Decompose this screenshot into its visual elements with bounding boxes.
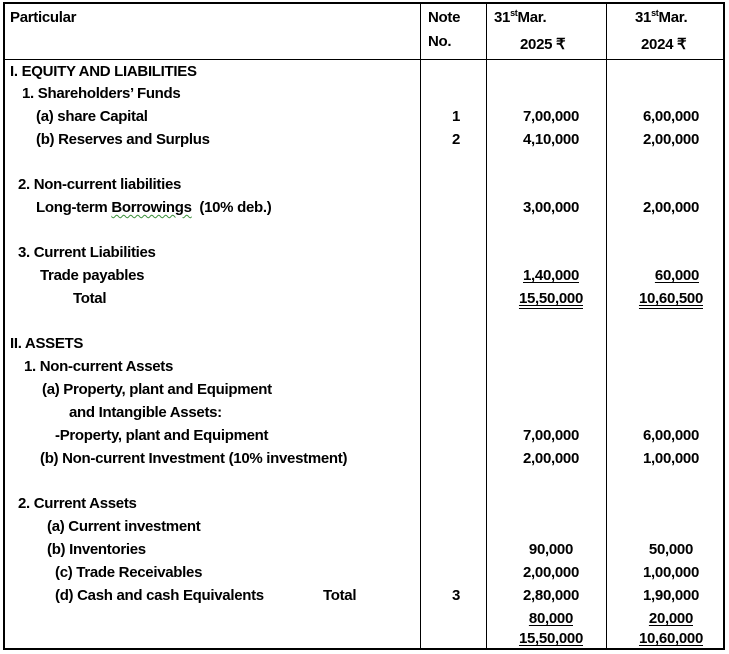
- row-value-2024: 2,00,000: [643, 199, 699, 216]
- row-value-2024: 2,00,000: [643, 131, 699, 148]
- row-value-2025: 90,000: [528, 541, 573, 558]
- column-divider: [420, 4, 421, 648]
- row-label-part: (10% deb.): [191, 199, 272, 216]
- header-divider: [5, 59, 723, 60]
- row-label: -Property, plant and Equipment: [55, 427, 269, 444]
- header-note-line1: Note: [428, 9, 461, 26]
- header-2024-day: 31: [635, 9, 652, 26]
- row-note: 2: [452, 131, 461, 148]
- row-note: 3: [452, 587, 461, 604]
- row-value-2025: 4,10,000: [523, 131, 579, 148]
- header-2024-month: Mar.: [658, 9, 688, 26]
- row-value-2024: 50,000: [648, 541, 693, 558]
- row-label: (b) Reserves and Surplus: [36, 131, 210, 148]
- row-label: (a) share Capital: [36, 108, 148, 125]
- column-divider: [606, 4, 607, 648]
- total-value-2025: 15,50,000: [518, 290, 583, 307]
- row-value-2024: 20,000: [648, 610, 693, 627]
- row-label: and Intangible Assets:: [69, 404, 222, 421]
- row-label: (b) Inventories: [47, 541, 146, 558]
- row-label: [36, 199, 271, 217]
- header-2025-sup: st: [510, 8, 518, 18]
- row-label-part: Long-term: [36, 199, 112, 216]
- balance-sheet-table: [3, 2, 725, 650]
- header-2025-month: Mar.: [517, 9, 547, 26]
- total-value-2024: 10,60,000: [638, 630, 703, 647]
- header-particular: Particular: [10, 9, 77, 26]
- section-heading: I. EQUITY AND LIABILITIES: [10, 63, 197, 80]
- header-2024-year: 2024 ₹: [641, 36, 687, 53]
- row-label: (b) Non-current Investment (10% investment): [40, 450, 348, 467]
- row-label: Trade payables: [40, 267, 145, 284]
- total-label: Total: [73, 290, 107, 307]
- row-value-2024: 6,00,000: [643, 427, 699, 444]
- total-label: Total: [323, 587, 357, 604]
- row-label: (a) Property, plant and Equipment: [42, 381, 272, 398]
- header-2025-year: 2025 ₹: [520, 36, 566, 53]
- subsection-heading: 2. Non-current liabilities: [18, 176, 182, 193]
- row-label: (d) Cash and cash Equivalents: [55, 587, 264, 604]
- subsection-heading: 2. Current Assets: [18, 495, 137, 512]
- subsection-heading: 1. Non-current Assets: [24, 358, 174, 375]
- header-note-line2: No.: [428, 33, 452, 50]
- column-divider: [486, 4, 487, 648]
- total-value-2024: 10,60,500: [638, 290, 703, 307]
- row-value-2024: 1,90,000: [643, 587, 699, 604]
- row-value-2025: 7,00,000: [523, 108, 579, 125]
- header-2024-sup: st: [651, 8, 659, 18]
- row-value-2024: 60,000: [654, 267, 699, 284]
- row-value-2025: 1,40,000: [523, 267, 579, 284]
- row-value-2024: 1,00,000: [643, 564, 699, 581]
- total-value-2025: 15,50,000: [518, 630, 583, 647]
- header-2025-date: [494, 9, 546, 27]
- subsection-heading: 1. Shareholders’ Funds: [22, 85, 181, 102]
- row-note: 1: [452, 108, 461, 125]
- row-value-2025: 80,000: [528, 610, 573, 627]
- spellcheck-word: Borrowings: [111, 199, 192, 216]
- row-value-2024: 6,00,000: [643, 108, 699, 125]
- header-2024-date: [635, 9, 687, 27]
- section-heading: II. ASSETS: [10, 335, 84, 352]
- row-value-2025: 2,80,000: [523, 587, 579, 604]
- row-label: (c) Trade Receivables: [55, 564, 203, 581]
- row-value-2025: 2,00,000: [523, 564, 579, 581]
- row-label: (a) Current investment: [47, 518, 201, 535]
- row-value-2025: 2,00,000: [523, 450, 579, 467]
- subsection-heading: 3. Current Liabilities: [18, 244, 156, 261]
- header-2025-day: 31: [494, 9, 511, 26]
- row-value-2024: 1,00,000: [643, 450, 699, 467]
- row-value-2025: 3,00,000: [523, 199, 579, 216]
- row-value-2025: 7,00,000: [523, 427, 579, 444]
